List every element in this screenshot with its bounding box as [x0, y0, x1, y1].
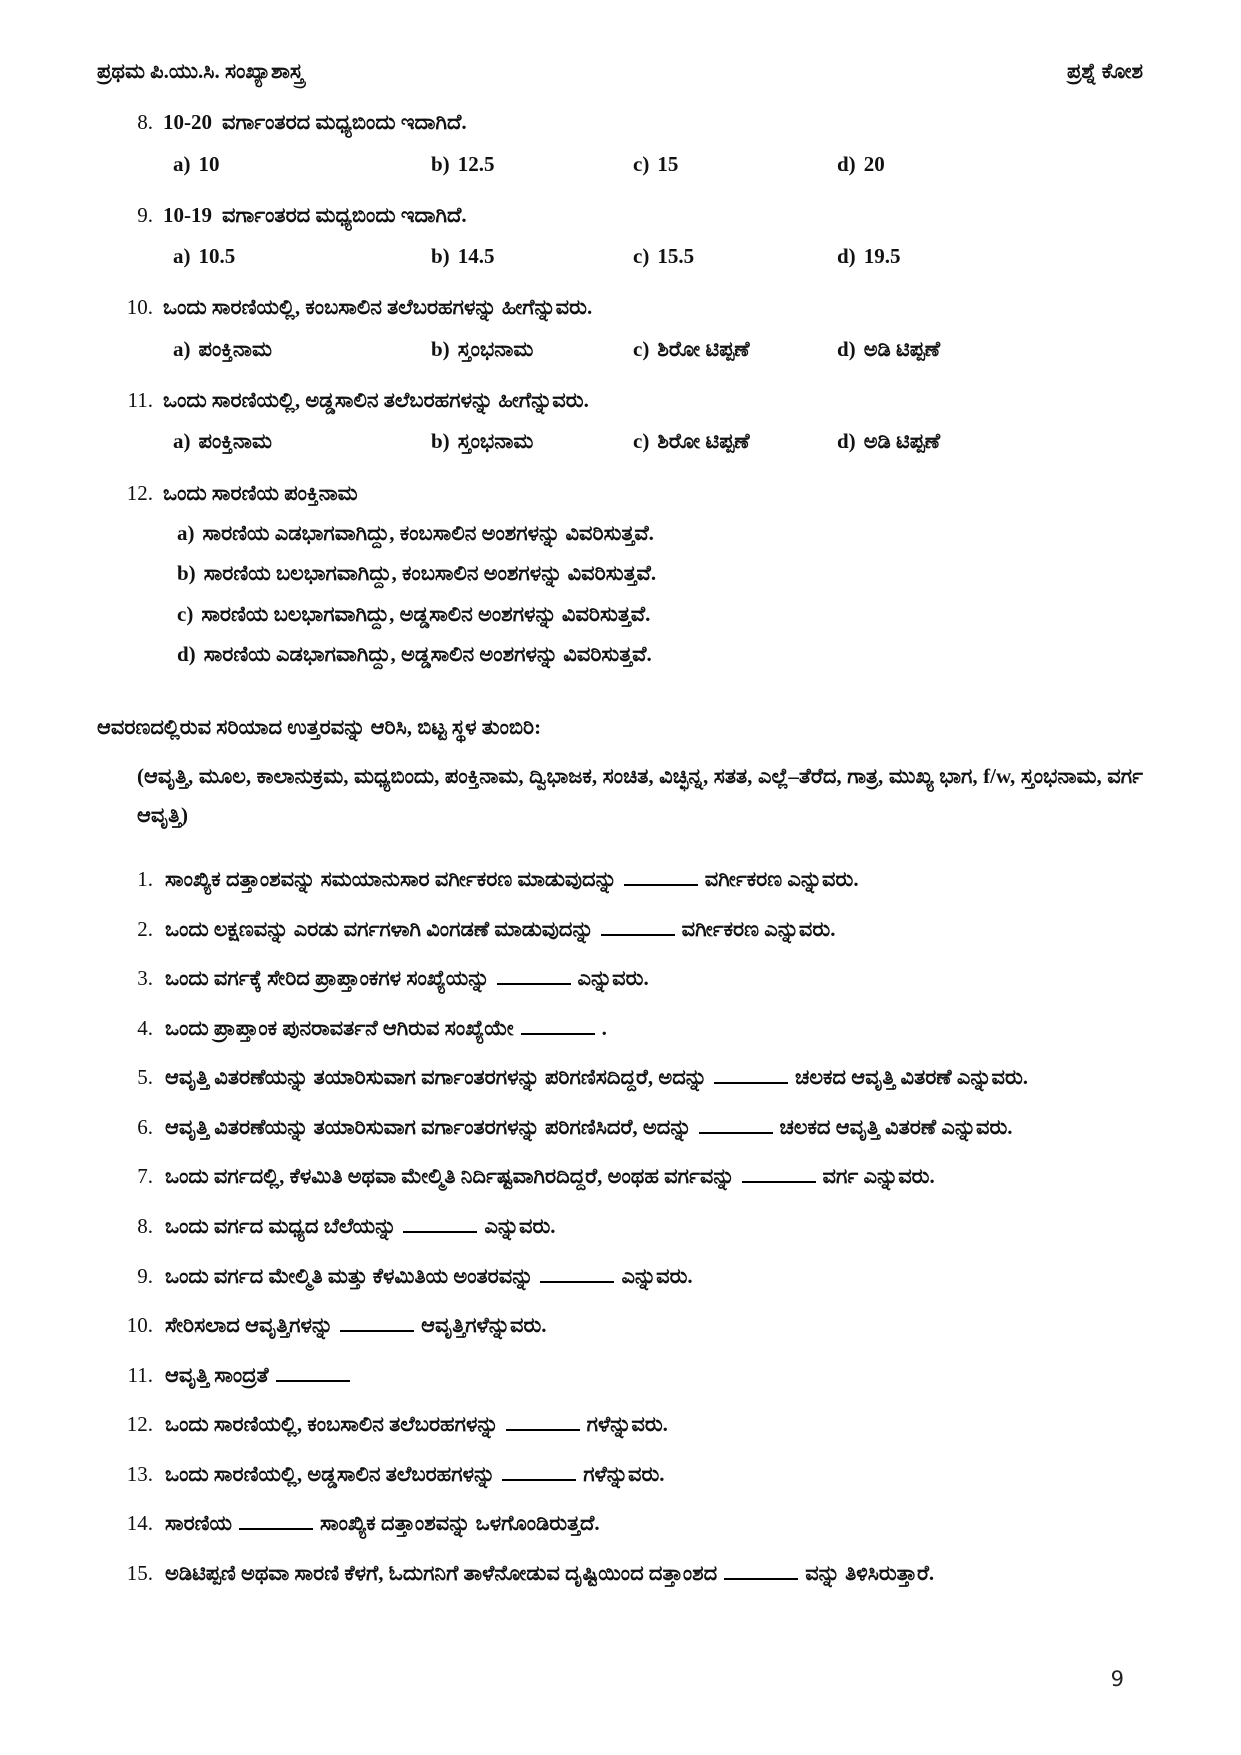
option [837, 336, 1143, 363]
option-label: a) [173, 336, 191, 361]
mcq-question [97, 202, 1143, 271]
fill-item-pre: ಸೇರಿಸಲಾದ ಆವೃತ್ತಿಗಳನ್ನು [165, 1313, 334, 1338]
fill-item-post: ಎನ್ನುವರು. [484, 1213, 556, 1238]
fill-item-pre: ಆವೃತ್ತಿ ವಿತರಣೆಯನ್ನು ತಯಾರಿಸುವಾಗ ವರ್ಗಾಂತರಗಳನ್ನು ಪರಿಗಣಿಸಿದರೆ, ಅದನ್ನು [165, 1114, 692, 1139]
fill-item-pre: ಒಂದು ವರ್ಗದ ಮೇಲ್ಮಿತಿ ಮತ್ತು ಕೆಳಮಿತಿಯ ಅಂತರವನ್ನು [165, 1263, 534, 1288]
blank-line [340, 1316, 414, 1332]
mcq-question [97, 387, 1143, 456]
blank-line [699, 1118, 773, 1134]
blank-line [742, 1167, 816, 1183]
fill-item-text [165, 1111, 1143, 1144]
fill-item [97, 1408, 1143, 1441]
fill-item-post: ಚಲಕದ ಆವೃತ್ತಿ ವಿತರಣೆ ಎನ್ನುವರು. [779, 1114, 1013, 1139]
fill-item-text [165, 1458, 1143, 1491]
mcq-question [97, 480, 1143, 668]
page-header [97, 58, 1143, 85]
fill-item-text [165, 1557, 1143, 1590]
fill-item [97, 962, 1143, 995]
fill-item-text [165, 1507, 1143, 1540]
option-text: ಸ್ತಂಭನಾಮ [457, 336, 534, 361]
mcq-section [97, 109, 1143, 668]
question-lead: 10-20 [163, 110, 212, 135]
option-label: b) [431, 336, 450, 361]
mcq-question [97, 294, 1143, 363]
option-text: 14.5 [457, 244, 495, 269]
fill-item-number: 4. [137, 1015, 153, 1040]
option [173, 151, 431, 178]
fill-item-pre: ಆವೃತ್ತಿ ಸಾಂದ್ರತೆ [165, 1362, 269, 1387]
blank-line [497, 969, 571, 985]
fill-item-number: 7. [137, 1164, 153, 1189]
fill-item [97, 1111, 1143, 1144]
fill-item [97, 1458, 1143, 1491]
fill-item [97, 1359, 1143, 1392]
blank-line [521, 1019, 595, 1035]
option-text: 15.5 [657, 244, 695, 269]
blank-line [540, 1267, 614, 1283]
fill-item-number: 14. [126, 1511, 153, 1536]
option [177, 601, 1143, 628]
question-text: ಒಂದು ಸಾರಣಿಯಲ್ಲಿ, ಕಂಬಸಾಲಿನ ತಲೆಬರಹಗಳನ್ನು ಹೀಗೆನ್ನುವರು. [163, 295, 593, 320]
fill-item-text [165, 962, 1143, 995]
option-text: 15 [657, 151, 679, 176]
fill-item-pre: ಅಡಿಟಿಪ್ಪಣಿ ಅಥವಾ ಸಾರಣಿ ಕೆಳಗೆ, ಓದುಗನಿಗೆ ತಾಳೆನೋಡುವ ದೃಷ್ಟಿಯಿಂದ ದತ್ತಾಂಶದ [165, 1560, 718, 1585]
option-label: c) [633, 244, 650, 269]
blank-line [403, 1217, 477, 1233]
question-text: ಒಂದು ಸಾರಣಿಯ ಪಂಕ್ತಿನಾಮ [163, 480, 358, 505]
word-bank: (ಆವೃತ್ತಿ, ಮೂಲ, ಕಾಲಾನುಕ್ರಮ, ಮಧ್ಯಬಿಂದು, ಪಂಕ್ತಿನಾಮ, ದ್ವಿಭಾಜಕ, ಸಂಚಿತ, ವಿಚ್ಛಿನ್ನ, ಸತತ, ಎಲ್ಲೆ–ತೆರೆದ, ಗಾತ್ರ, ಮುಖ್ಯ ಭಾಗ, f/w, ಸ್ತಂಭನಾಮ, ವರ್ಗ ಆವೃತ್ತಿ) [137, 764, 1143, 828]
options-row [173, 428, 1143, 455]
option-label: a) [177, 520, 195, 545]
mcq-question [97, 109, 1143, 178]
question-text: ವರ್ಗಾಂತರದ ಮಧ್ಯಬಿಂದು ಇದಾಗಿದೆ. [222, 110, 467, 135]
fill-item [97, 1507, 1143, 1540]
fill-item-post: ಗಳೆನ್ನುವರು. [586, 1412, 668, 1437]
fill-item-number: 9. [137, 1263, 153, 1288]
fill-item-post: ಎನ್ನುವರು. [577, 966, 649, 991]
fill-item-number: 2. [137, 916, 153, 941]
blank-line [239, 1514, 313, 1530]
fill-item-number: 6. [137, 1114, 153, 1139]
question-number: 11. [127, 388, 153, 413]
option-label: d) [837, 151, 856, 176]
question-lead: 10-19 [163, 202, 212, 227]
option [633, 428, 837, 455]
fill-item-pre: ಆವೃತ್ತಿ ವಿತರಣೆಯನ್ನು ತಯಾರಿಸುವಾಗ ವರ್ಗಾಂತರಗಳನ್ನು ಪರಿಗಣಿಸದಿದ್ದರೆ, ಅದನ್ನು [165, 1065, 707, 1090]
fill-item-post: ಸಾಂಖ್ಯಿಕ ದತ್ತಾಂಶವನ್ನು ಒಳಗೊಂಡಿರುತ್ತದೆ. [320, 1511, 600, 1536]
option-text: 10.5 [198, 244, 236, 269]
option-label: a) [173, 244, 191, 269]
fill-in-list [97, 863, 1143, 1589]
option [177, 641, 1143, 668]
fill-item-text [165, 1210, 1143, 1243]
options-row [173, 336, 1143, 363]
question-number: 10. [126, 295, 153, 320]
fill-in-section [97, 714, 1143, 1589]
header-title-right: ಪ್ರಶ್ನೆ ಕೋಶ [1066, 59, 1143, 83]
question-line [97, 202, 1143, 229]
option-text: 12.5 [457, 151, 495, 176]
fill-item-text [165, 863, 1143, 896]
option-label: b) [177, 561, 196, 586]
option [431, 243, 633, 270]
fill-item-post: ಚಲಕದ ಆವೃತ್ತಿ ವಿತರಣೆ ಎನ್ನುವರು. [795, 1065, 1029, 1090]
option-label: a) [173, 151, 191, 176]
option-text: ಅಡಿ ಟಿಪ್ಪಣೆ [863, 336, 941, 361]
fill-item-text [165, 1359, 1143, 1392]
option-text: ಅಡಿ ಟಿಪ್ಪಣೆ [863, 429, 941, 454]
option-text: ಸಾರಣಿಯ ಬಲಭಾಗವಾಗಿದ್ದು, ಅಡ್ಡಸಾಲಿನ ಅಂಶಗಳನ್ನು ವಿವರಿಸುತ್ತವೆ. [201, 601, 651, 626]
option-text: ಪಂಕ್ತಿನಾಮ [198, 429, 272, 454]
option-label: d) [177, 641, 196, 666]
option-label: d) [837, 336, 856, 361]
fill-item-post: ವರ್ಗೀಕರಣ ಎನ್ನುವರು. [681, 916, 836, 941]
fill-item-number: 1. [137, 867, 153, 892]
fill-item [97, 863, 1143, 896]
option [633, 151, 837, 178]
option-label: b) [431, 244, 450, 269]
option-text: 10 [198, 151, 220, 176]
option [633, 243, 837, 270]
fill-item-text [165, 1309, 1143, 1342]
fill-item-post: ಎನ್ನುವರು. [621, 1263, 693, 1288]
question-text: ವರ್ಗಾಂತರದ ಮಧ್ಯಬಿಂದು ಇದಾಗಿದೆ. [222, 202, 467, 227]
question-line [97, 109, 1143, 136]
option-text: ಶಿರೋ ಟಿಪ್ಪಣೆ [657, 336, 750, 361]
blank-line [502, 1465, 576, 1481]
fill-item-text [165, 1408, 1143, 1441]
fill-item [97, 1012, 1143, 1045]
option-text: 19.5 [863, 244, 901, 269]
fill-item-post: ವರ್ಗೀಕರಣ ಎನ್ನುವರು. [704, 867, 859, 892]
fill-item-number: 8. [137, 1213, 153, 1238]
option-text: ಸ್ತಂಭನಾಮ [457, 429, 534, 454]
blank-line [601, 920, 675, 936]
fill-item-number: 10. [126, 1313, 153, 1338]
option-label: a) [173, 429, 191, 454]
header-title-left: ಪ್ರಥಮ ಪಿ.ಯು.ಸಿ. ಸಂಖ್ಯಾಶಾಸ್ತ್ರ [97, 59, 304, 83]
fill-item-number: 5. [137, 1065, 153, 1090]
option-label: c) [633, 336, 650, 361]
option [837, 151, 1143, 178]
fill-item-pre: ಸಾರಣಿಯ [165, 1511, 233, 1536]
fill-item-pre: ಒಂದು ವರ್ಗಕ್ಕೆ ಸೇರಿದ ಪ್ರಾಪ್ತಾಂಕಗಳ ಸಂಖ್ಯೆಯನ್ನು [165, 966, 490, 991]
blank-line [724, 1564, 798, 1580]
option-text: ಸಾರಣಿಯ ಎಡಭಾಗವಾಗಿದ್ದು, ಕಂಬಸಾಲಿನ ಅಂಶಗಳನ್ನು ವಿವರಿಸುತ್ತವೆ. [202, 520, 654, 545]
page-number: 9 [1110, 1666, 1124, 1691]
fill-item-post: ಆವೃತ್ತಿಗಳೆನ್ನುವರು. [421, 1313, 547, 1338]
fill-item [97, 1210, 1143, 1243]
question-line [97, 294, 1143, 321]
option [173, 336, 431, 363]
option-label: d) [837, 429, 856, 454]
question-text: ಒಂದು ಸಾರಣಿಯಲ್ಲಿ, ಅಡ್ಡಸಾಲಿನ ತಲೆಬರಹಗಳನ್ನು ಹೀಗೆನ್ನುವರು. [163, 388, 589, 413]
blank-line [714, 1068, 788, 1084]
question-number: 9. [137, 202, 153, 227]
option [173, 243, 431, 270]
option [431, 428, 633, 455]
fill-item-number: 12. [126, 1412, 153, 1437]
option-text: ಪಂಕ್ತಿನಾಮ [198, 336, 272, 361]
fill-item-pre: ಒಂದು ಸಾರಣಿಯಲ್ಲಿ, ಕಂಬಸಾಲಿನ ತಲೆಬರಹಗಳನ್ನು [165, 1412, 499, 1437]
options-row [173, 243, 1143, 270]
fill-item [97, 1557, 1143, 1590]
fill-item-number: 11. [127, 1362, 153, 1387]
options-row [177, 520, 1143, 668]
option [173, 428, 431, 455]
fill-item-text [165, 1260, 1143, 1293]
option [177, 560, 1143, 587]
fill-item-text [165, 1160, 1143, 1193]
option-label: b) [431, 151, 450, 176]
option-text: ಸಾರಣಿಯ ಎಡಭಾಗವಾಗಿದ್ದು, ಅಡ್ಡಸಾಲಿನ ಅಂಶಗಳನ್ನು ವಿವರಿಸುತ್ತವೆ. [203, 641, 652, 666]
fill-item [97, 913, 1143, 946]
fill-item-post: ವರ್ಗ ಎನ್ನುವರು. [822, 1164, 935, 1189]
option [633, 336, 837, 363]
fill-item-number: 13. [126, 1461, 153, 1486]
option-label: c) [177, 601, 194, 626]
option [177, 520, 1143, 547]
fill-item-pre: ಒಂದು ವರ್ಗದಲ್ಲಿ, ಕೆಳಮಿತಿ ಅಥವಾ ಮೇಲ್ಮಿತಿ ನಿರ್ದಿಷ್ಟವಾಗಿರದಿದ್ದರೆ, ಅಂಥಹ ವರ್ಗವನ್ನು [165, 1164, 735, 1189]
blank-line [506, 1415, 580, 1431]
option-label: c) [633, 151, 650, 176]
fill-item-pre: ಒಂದು ಪ್ರಾಪ್ತಾಂಕ ಪುನರಾವರ್ತನೆ ಆಗಿರುವ ಸಂಖ್ಯೆಯೇ [165, 1015, 514, 1040]
option-text: ಶಿರೋ ಟಿಪ್ಪಣೆ [657, 429, 750, 454]
option [431, 336, 633, 363]
fill-item [97, 1260, 1143, 1293]
fill-item [97, 1309, 1143, 1342]
question-number: 12. [126, 480, 153, 505]
option-text: ಸಾರಣಿಯ ಬಲಭಾಗವಾಗಿದ್ದು, ಕಂಬಸಾಲಿನ ಅಂಶಗಳನ್ನು ವಿವರಿಸುತ್ತವೆ. [203, 561, 657, 586]
fill-item-text [165, 913, 1143, 946]
option [837, 428, 1143, 455]
question-number: 8. [137, 110, 153, 135]
blank-line [624, 870, 698, 886]
options-row [173, 151, 1143, 178]
fill-item-text [165, 1012, 1143, 1045]
fill-item [97, 1160, 1143, 1193]
fill-item-pre: ಸಾಂಖ್ಯಿಕ ದತ್ತಾಂಶವನ್ನು ಸಮಯಾನುಸಾರ ವರ್ಗೀಕರಣ ಮಾಡುವುದನ್ನು [165, 867, 617, 892]
option [837, 243, 1143, 270]
question-line [97, 480, 1143, 507]
fill-item-post: ಗಳೆನ್ನುವರು. [583, 1461, 665, 1486]
question-line [97, 387, 1143, 414]
option-label: d) [837, 244, 856, 269]
fill-instruction: ಆವರಣದಲ್ಲಿರುವ ಸರಿಯಾದ ಉತ್ತರವನ್ನು ಆರಿಸಿ, ಬಿಟ್ಟ ಸ್ಥಳ ತುಂಬಿರಿ: [97, 715, 542, 740]
blank-line [276, 1366, 350, 1382]
fill-item-post: . [601, 1015, 607, 1040]
fill-item-post: ವನ್ನು ತಿಳಿಸಿರುತ್ತಾರೆ. [805, 1560, 935, 1585]
fill-item [97, 1061, 1143, 1094]
fill-item-pre: ಒಂದು ಸಾರಣಿಯಲ್ಲಿ, ಅಡ್ಡಸಾಲಿನ ತಲೆಬರಹಗಳನ್ನು [165, 1461, 496, 1486]
fill-item-number: 3. [137, 966, 153, 991]
fill-item-pre: ಒಂದು ವರ್ಗದ ಮಧ್ಯದ ಬೆಲೆಯನ್ನು [165, 1213, 397, 1238]
fill-item-pre: ಒಂದು ಲಕ್ಷಣವನ್ನು ಎರಡು ವರ್ಗಗಳಾಗಿ ವಿಂಗಡಣೆ ಮಾಡುವುದನ್ನು [165, 916, 594, 941]
fill-item-number: 15. [126, 1560, 153, 1585]
option-label: c) [633, 429, 650, 454]
option-text: 20 [863, 151, 885, 176]
option-label: b) [431, 429, 450, 454]
option [431, 151, 633, 178]
fill-item-text [165, 1061, 1143, 1094]
